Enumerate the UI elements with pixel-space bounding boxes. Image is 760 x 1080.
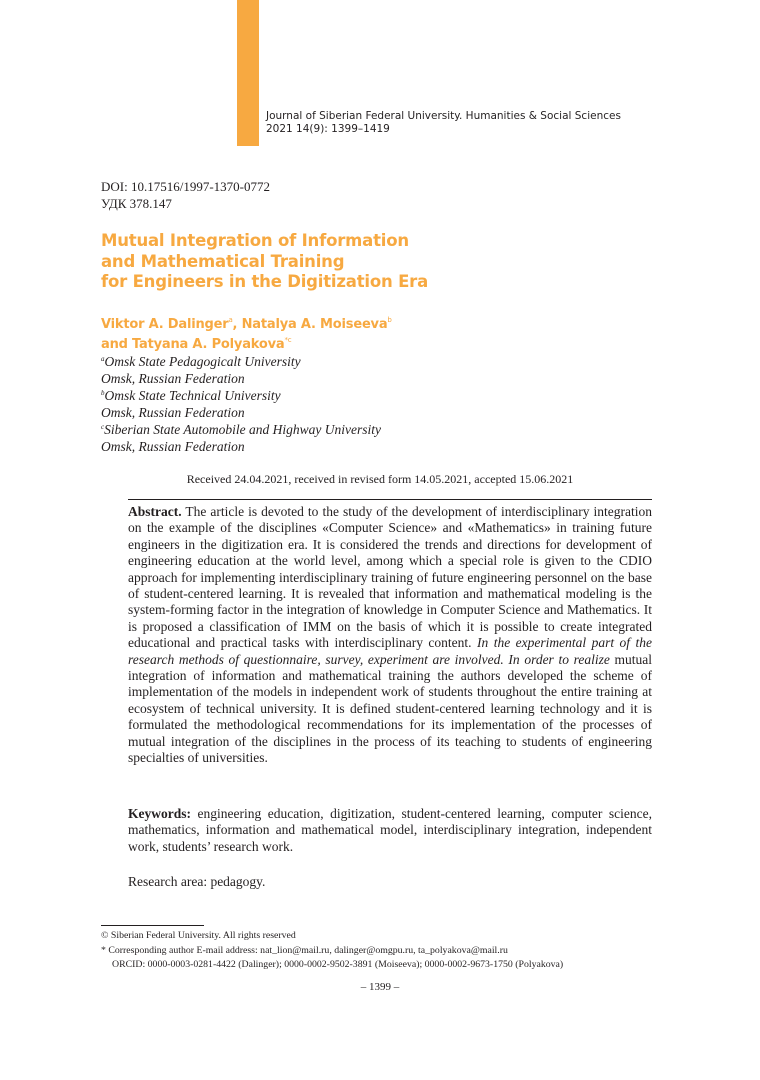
affiliation-list: [101, 353, 381, 455]
affiliation-mark: c: [101, 423, 105, 431]
author-affiliation-mark: a: [228, 316, 233, 324]
affiliation-name: Omsk State Technical University: [104, 388, 281, 403]
affiliation: [101, 353, 381, 370]
affiliation-location: Omsk, Russian Federation: [101, 439, 245, 454]
title-line: for Engineers in the Digitization Era: [101, 272, 429, 291]
doi: DOI: 10.17516/1997-1370-0772: [101, 179, 270, 194]
author-affiliation-mark: *c: [284, 336, 292, 344]
affiliation-mark: b: [101, 389, 105, 397]
author-line: [101, 335, 392, 355]
author-affiliation-mark: b: [387, 316, 392, 324]
keywords: [128, 806, 652, 855]
affiliation-name: Omsk State Pedagogicalt University: [104, 354, 301, 369]
received-dates: Received 24.04.2021, received in revised form 14.05.2021, accepted 15.06.2021: [186, 472, 574, 486]
journal-volume: 2021 14(9): 1399–1419: [266, 123, 390, 135]
author-separator: ,: [232, 317, 242, 332]
journal-header: [266, 110, 621, 136]
author-name: Natalya A. Moiseeva: [241, 317, 388, 332]
author-name: Viktor A. Dalinger: [101, 317, 229, 332]
abstract-italic-text: In the experimental part of the research methods of questionnaire, survey, experiment are involved. In order to realize: [128, 635, 652, 667]
research-area: Research area: pedagogy.: [128, 874, 266, 889]
keywords-label: Keywords:: [128, 806, 191, 821]
affiliation-location: Omsk, Russian Federation: [101, 405, 245, 420]
affiliation: [101, 421, 381, 438]
article-identifiers: [101, 178, 270, 212]
keywords-text: engineering education, digitization, student-centered learning, computer science, mathematics, information and mathematical model, interdisciplinary integration, independent work, students’ research work.: [128, 806, 652, 854]
author-line: [101, 315, 392, 335]
abstract-text: mutual integration of information and mathematical training the authors developed the scheme of implementation of the models in independent work of students throughout the entire training at ecosystem of technical university. It is defined student-centered learning technology and it is formulated the methodological recommendations for its implementation of the processes of mutual integration of the disciplines in the process of its teaching to students of engineering specialties of universities.: [128, 651, 652, 766]
udk: УДК 378.147: [101, 196, 172, 211]
author-list: [101, 315, 392, 355]
orcid-note: ORCID: 0000-0003-0281-4422 (Dalinger); 0000-0002-9502-3891 (Moiseeva); 0000-0002-9673-1750 (Polyakova): [112, 959, 564, 970]
footnotes: [101, 929, 563, 973]
title-line: Mutual Integration of Information: [101, 231, 409, 250]
author-name: and Tatyana A. Polyakova: [101, 337, 285, 352]
title-line: and Mathematical Training: [101, 251, 345, 271]
article-title: [101, 231, 428, 293]
affiliation-location: Omsk, Russian Federation: [101, 371, 245, 386]
abstract-divider: [128, 499, 652, 500]
corresponding-author-note: * Corresponding author E-mail address: nat_lion@mail.ru, dalinger@omgpu.ru, ta_polyakova@mail.ru: [101, 944, 508, 956]
footnote-divider: [101, 925, 204, 926]
page-number: – 1399 –: [360, 981, 400, 993]
affiliation-mark: a: [101, 355, 105, 363]
abstract-text: The article is devoted to the study of the development of interdisciplinary integration on the example of the disciplines «Computer Science» and «Mathematics» in training future engineers in the digitization era. It is considered the trends and directions for development of engineering education at the world level, among which a special role is given to the CDIO approach for implementing interdisciplinary training of future engineering personnel on the base of student-centered learning. It is revealed that information and mathematical modeling is the system-forming factor in the integration of knowledge in Computer Science and Mathematics. It is proposed a classification of IMM on the basis of which it is possible to create integrated educational and practical tasks with interdisciplinary content.: [128, 504, 652, 651]
copyright-note: © Siberian Federal University. All rights reserved: [101, 930, 296, 941]
affiliation-name: Siberian State Automobile and Highway University: [104, 422, 381, 437]
abstract-label: Abstract.: [128, 504, 182, 519]
journal-name: Journal of Siberian Federal University. Humanities & Social Sciences: [266, 110, 621, 122]
affiliation: [101, 387, 381, 404]
abstract: [128, 504, 652, 767]
journal-accent-bar: [237, 0, 259, 146]
